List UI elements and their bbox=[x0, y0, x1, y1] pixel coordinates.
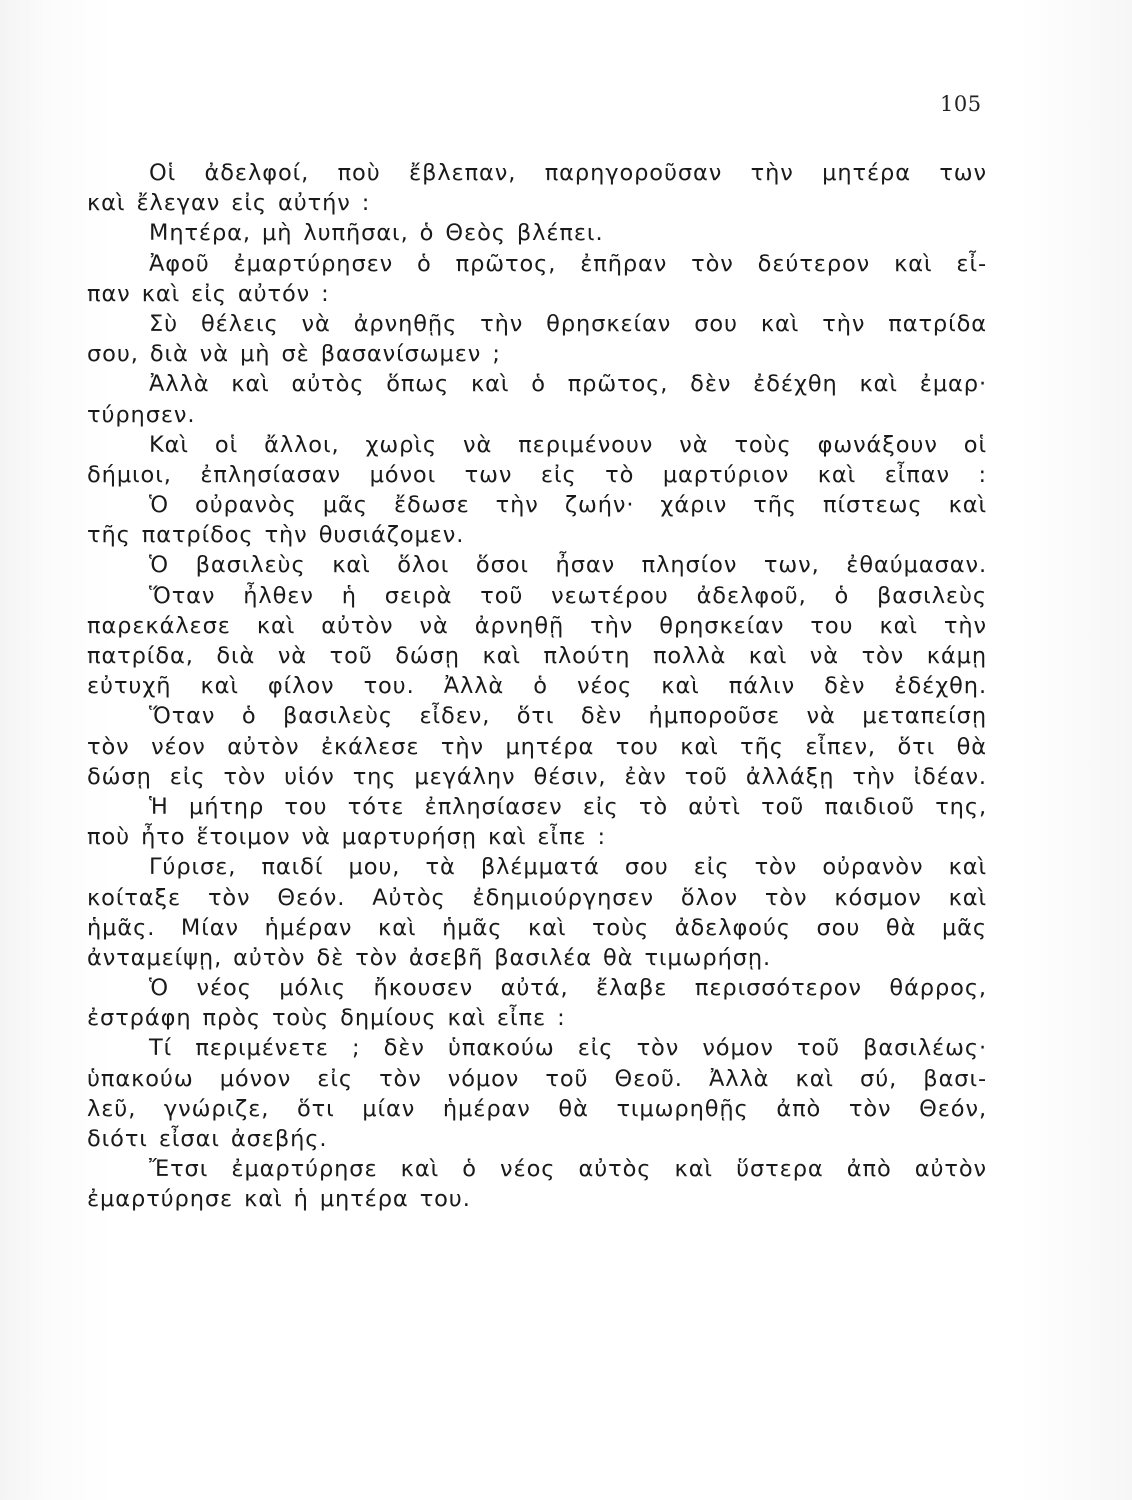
print-speck bbox=[332, 930, 338, 936]
text-line: κοίταξε τὸν Θεόν. Αὐτὸς ἐδημιούργησεν ὅλον τὸν κόσμον καὶ bbox=[87, 884, 987, 911]
text-line: Ἀλλὰ καὶ αὐτὸς ὅπως καὶ ὁ πρῶτος, δὲν ἐδέχθη καὶ ἐμαρ· bbox=[149, 371, 987, 398]
text-line: Ὅταν ὁ βασιλεὺς εἶδεν, ὅτι δὲν ἠμποροῦσε νὰ μεταπείσῃ bbox=[149, 703, 987, 730]
text-line: Ἀφοῦ ἐμαρτύρησεν ὁ πρῶτος, ἐπῆραν τὸν δεύτερον καὶ εἶ- bbox=[149, 250, 987, 277]
text-line: λεῦ, γνώριζε, ὅτι μίαν ἡμέραν θὰ τιμωρηθῇς ἀπὸ τὸν Θεόν, bbox=[87, 1095, 987, 1122]
text-line: Ὁ οὐρανὸς μᾶς ἔδωσε τὴν ζωήν· χάριν τῆς πίστεως καὶ bbox=[149, 492, 987, 519]
body-text bbox=[87, 158, 987, 1215]
text-line: Σὺ θέλεις νὰ ἀρνηθῇς τὴν θρησκείαν σου καὶ τὴν πατρίδα bbox=[149, 310, 987, 337]
text-line: ποὺ ἦτο ἕτοιμον νὰ μαρτυρήσῃ καὶ εἶπε : bbox=[87, 824, 607, 851]
text-line: ἀνταμείψῃ, αὐτὸν δὲ τὸν ἀσεβῆ βασιλέα θὰ τιμωρήσῃ. bbox=[87, 944, 772, 971]
text-line: διότι εἶσαι ἀσεβής. bbox=[87, 1126, 328, 1152]
text-line: σου, διὰ νὰ μὴ σὲ βασανίσωμεν ; bbox=[87, 341, 501, 368]
text-line: Καὶ οἱ ἄλλοι, χωρὶς νὰ περιμένουν νὰ τοὺς φωνάξουν οἱ bbox=[149, 431, 987, 458]
text-line: Τί περιμένετε ; δὲν ὑπακούω εἰς τὸν νόμον τοῦ βασιλέως· bbox=[149, 1035, 987, 1062]
text-line: παρεκάλεσε καὶ αὐτὸν νὰ ἀρνηθῇ τὴν θρησκείαν του καὶ τὴν bbox=[87, 612, 987, 639]
text-line: τῆς πατρίδος τὴν θυσιάζομεν. bbox=[87, 522, 465, 549]
text-line: εὐτυχῆ καὶ φίλον του. Ἀλλὰ ὁ νέος καὶ πάλιν δὲν ἐδέχθη. bbox=[87, 673, 987, 700]
text-line: Ἔτσι ἐμαρτύρησε καὶ ὁ νέος αὐτὸς καὶ ὕστερα ἀπὸ αὐτὸν bbox=[149, 1156, 987, 1183]
text-line: ἐστράφη πρὸς τοὺς δημίους καὶ εἶπε : bbox=[87, 1005, 566, 1032]
text-line: Ὁ νέος μόλις ἤκουσεν αὐτά, ἔλαβε περισσότερον θάρρος, bbox=[149, 975, 987, 1002]
text-line: Ὅταν ἦλθεν ἡ σειρὰ τοῦ νεωτέρου ἀδελφοῦ, ὁ βασιλεὺς bbox=[149, 582, 987, 609]
text-line: Ἡ μήτηρ του τότε ἐπλησίασεν εἰς τὸ αὐτὶ τοῦ παιδιοῦ της, bbox=[149, 793, 987, 820]
text-line: ἡμᾶς. Μίαν ἡμέραν καὶ ἡμᾶς καὶ τοὺς ἀδελφούς σου θὰ μᾶς bbox=[87, 914, 987, 941]
text-line: καὶ ἔλεγαν εἰς αὐτήν : bbox=[87, 190, 371, 217]
text-line: ὑπακούω μόνον εἰς τὸν νόμον τοῦ Θεοῦ. Ἀλλὰ καὶ σύ, βασι- bbox=[87, 1065, 987, 1092]
text-line: ἐμαρτύρησε καὶ ἡ μητέρα του. bbox=[87, 1186, 471, 1213]
text-line: δήμιοι, ἐπλησίασαν μόνοι των εἰς τὸ μαρτύριον καὶ εἶπαν : bbox=[87, 461, 987, 488]
text-line: Οἱ ἀδελφοί, ποὺ ἔβλεπαν, παρηγοροῦσαν τὴν μητέρα των bbox=[149, 160, 987, 186]
text-line: Ὁ βασιλεὺς καὶ ὅλοι ὅσοι ἦσαν πλησίον των, ἐθαύμασαν. bbox=[149, 552, 987, 579]
text-line: Γύρισε, παιδί μου, τὰ βλέμματά σου εἰς τὸν οὐρανὸν καὶ bbox=[149, 854, 987, 881]
text-line: δώσῃ εἰς τὸν υἱόν της μεγάλην θέσιν, ἐὰν τοῦ ἀλλάξῃ τὴν ἰδέαν. bbox=[87, 763, 987, 790]
text-line: τύρησεν. bbox=[87, 401, 196, 428]
text-line: παν καὶ εἰς αὐτόν : bbox=[87, 280, 330, 307]
text-line: Μητέρα, μὴ λυπῆσαι, ὁ Θεὸς βλέπει. bbox=[149, 220, 604, 247]
page-number: 105 bbox=[940, 92, 982, 116]
text-line: τὸν νέον αὐτὸν ἐκάλεσε τὴν μητέρα του καὶ τῆς εἶπεν, ὅτι θὰ bbox=[87, 733, 987, 760]
text-line: πατρίδα, διὰ νὰ τοῦ δώσῃ καὶ πλούτη πολλὰ καὶ νὰ τὸν κάμῃ bbox=[87, 643, 987, 669]
